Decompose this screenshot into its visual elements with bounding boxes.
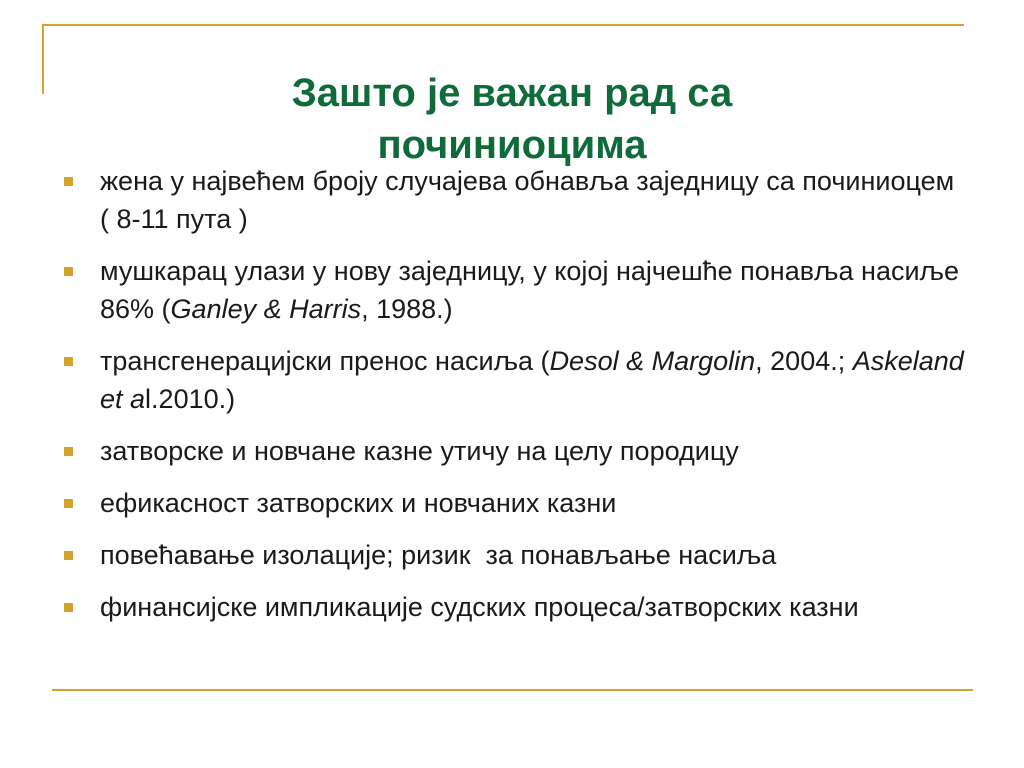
bullet-item [60,342,970,418]
citation-authors: Ganley & Harris [170,294,362,324]
bullet-text: ефикасност затворских и новчаних казни [100,488,617,518]
bottom-divider [52,689,973,691]
top-divider [42,24,964,26]
square-bullet-icon [64,551,73,560]
bullet-text: повећавање изолације; ризик за понављање насиља [100,540,777,570]
citation-year: , 1988.) [361,294,453,324]
slide-title-line-1: Зашто је важан рад са [291,70,733,115]
bullet-text: трансгенерацијски пренос насиља ( [100,346,550,376]
slide-title [130,67,894,171]
square-bullet-icon [64,499,73,508]
bullet-item [60,536,970,574]
bullet-text: финансијске импликације судских процеса/затворских казни [100,592,859,622]
citation-year: l.2010.) [145,384,236,414]
square-bullet-icon [64,447,73,456]
bullet-text: затворске и новчане казне утичу на целу породицу [100,436,739,466]
citation-authors: Desol & Margolin [549,346,756,376]
bullet-text: жена у највећем броју случајева обнавља заједницу са починиоцем ( 8-11 пута ) [100,166,955,234]
slide-title-line-2: починиоцима [377,122,647,167]
bullet-item [60,484,970,522]
bullet-text: мушкарац улази у нову заједницу, у којој најчешће понавља насиље 86% ( [100,256,960,324]
bullet-item [60,162,970,238]
square-bullet-icon [64,603,73,612]
bullet-item [60,252,970,328]
bullet-item [60,588,970,626]
square-bullet-icon [64,267,73,276]
bullet-item [60,432,970,470]
citation-separator: , 2004.; [755,346,853,376]
square-bullet-icon [64,177,73,186]
left-divider [42,24,44,94]
bullet-list [60,162,970,640]
citation-authors: Askeland et a [100,346,964,414]
square-bullet-icon [64,357,73,366]
